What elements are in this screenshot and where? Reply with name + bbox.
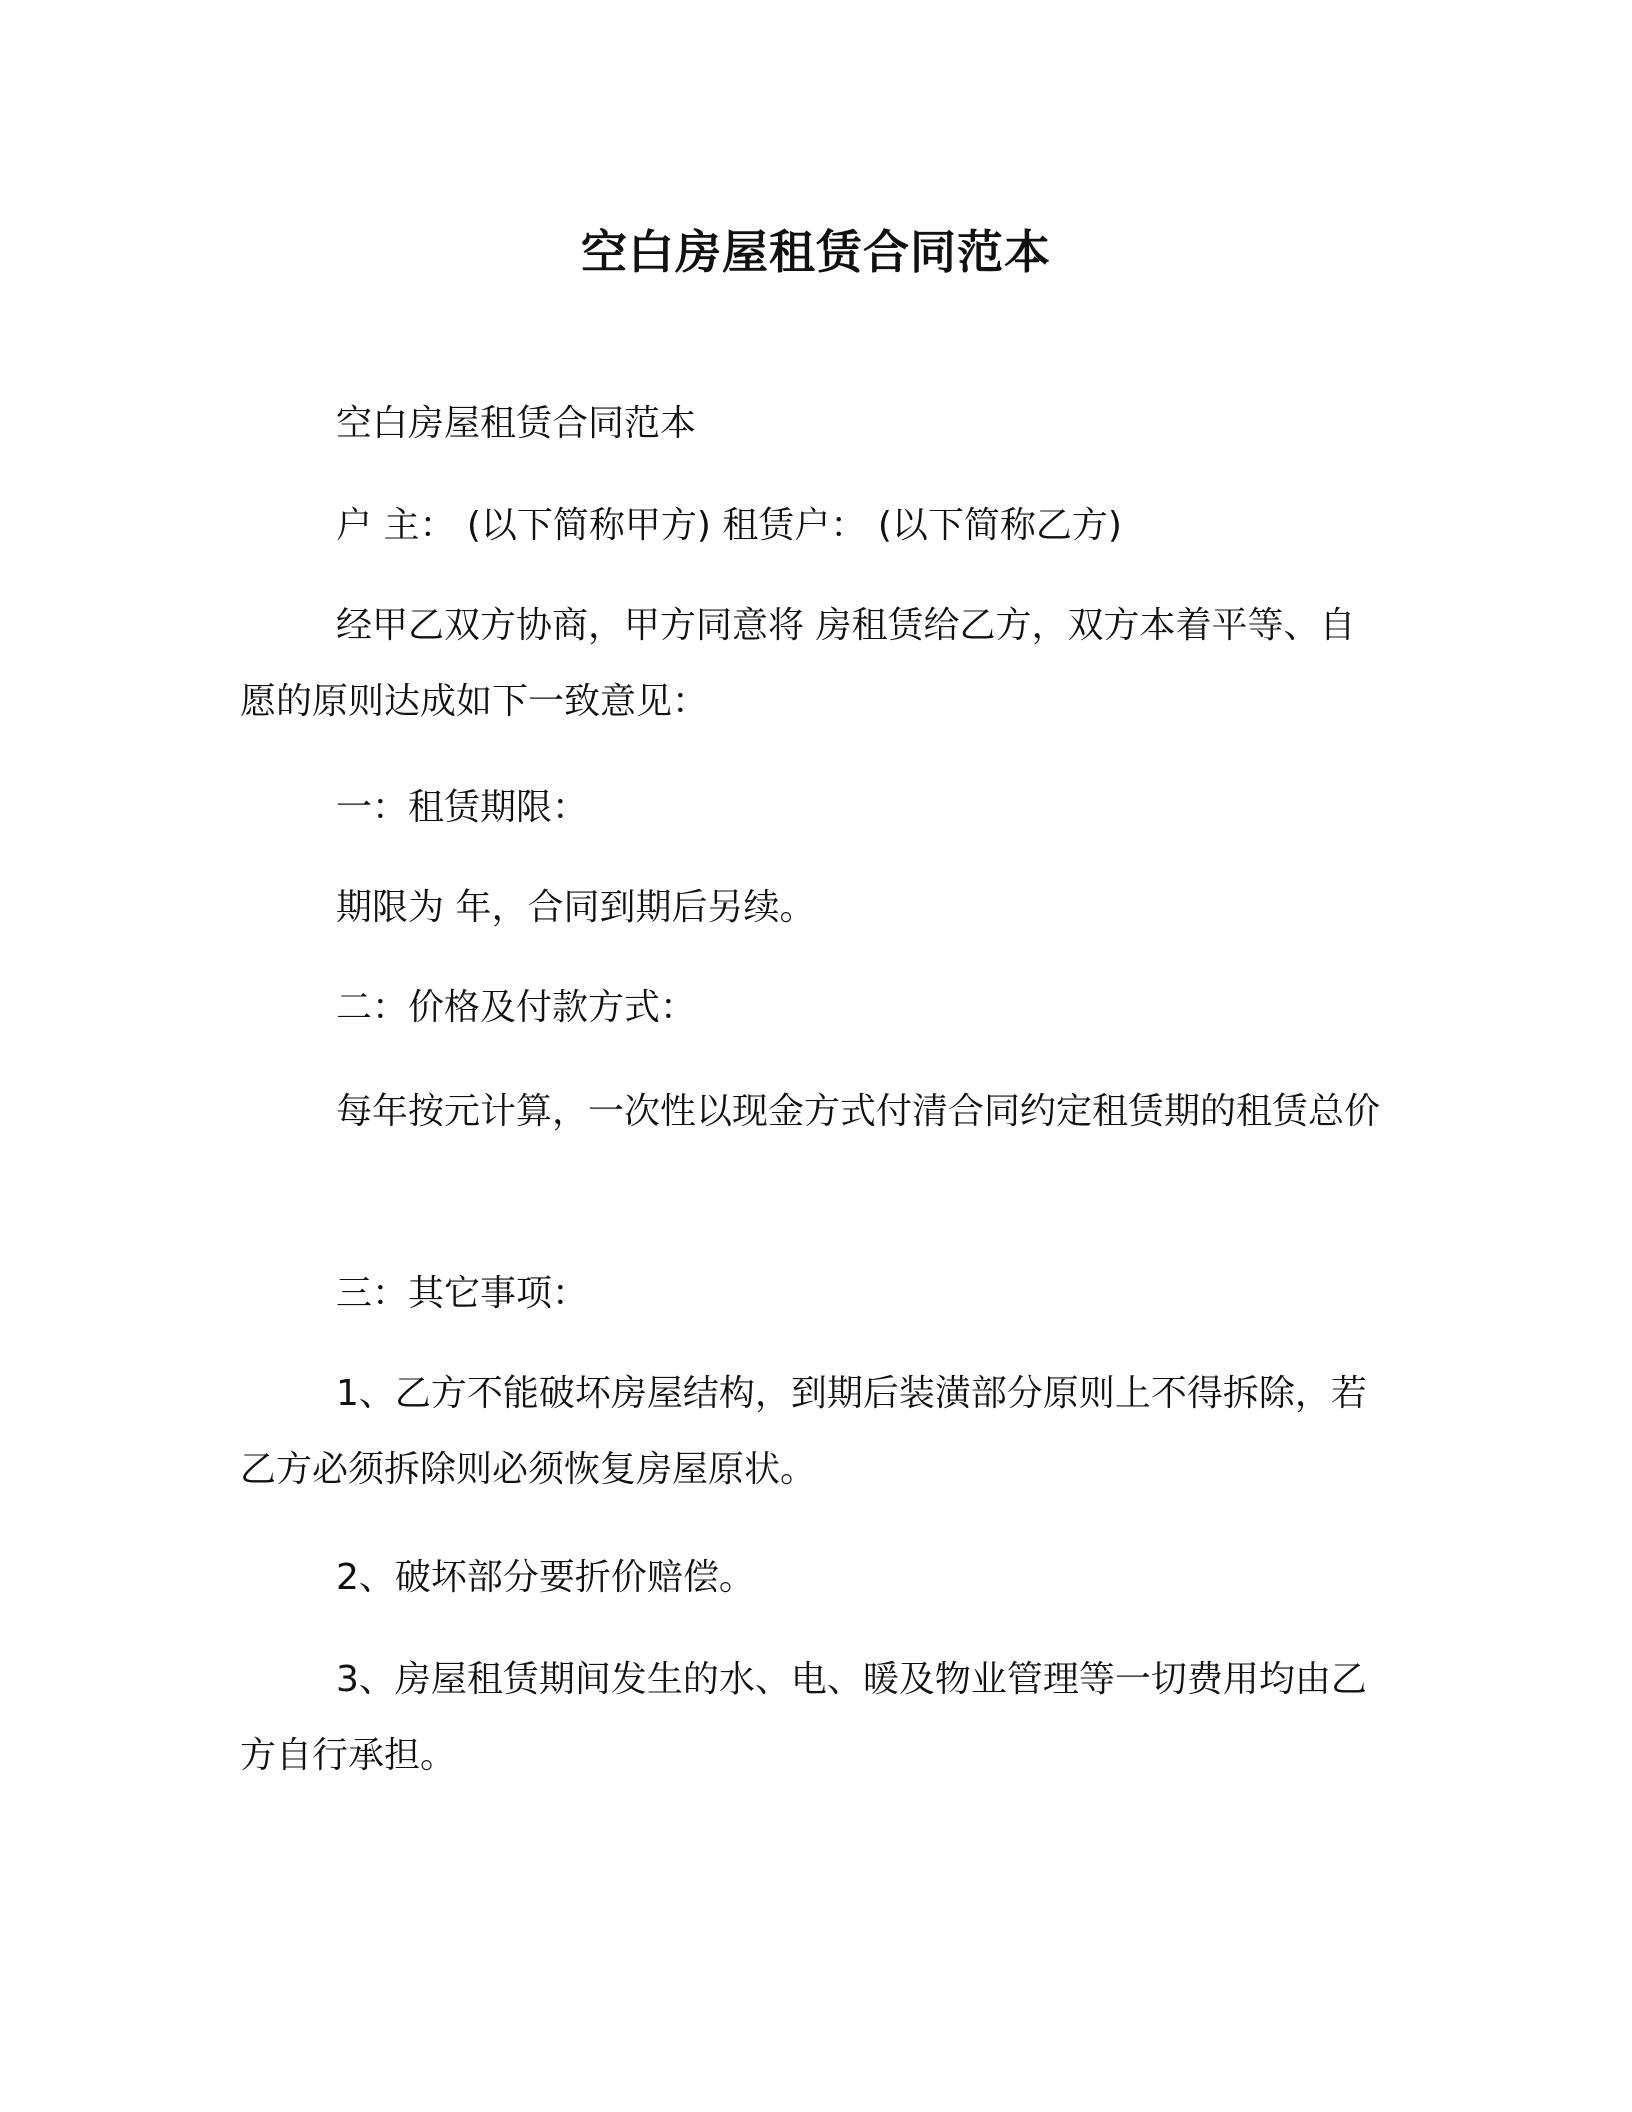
paragraph-parties: 户 主： (以下简称甲方) 租赁户： (以下简称乙方): [336, 505, 1122, 546]
paragraph-subtitle: 空白房屋租赁合同范本: [336, 403, 697, 444]
paragraph-agreement: 经甲乙双方协商，甲方同意将 房租赁给乙方，双方本着平等、自愿的原则达成如下一致意见：: [240, 605, 1356, 722]
section-heading-price-payment: 二：价格及付款方式：: [336, 987, 697, 1028]
paragraph-item-3: 3、房屋租赁期间发生的水、电、暖及物业管理等一切费用均由乙方自行承担。: [240, 1659, 1367, 1776]
document-title: 空白房屋租赁合同范本: [581, 225, 1051, 279]
paragraph-item-2: 2、破坏部分要折价赔偿。: [336, 1557, 755, 1598]
paragraph-item-1: 1、乙方不能破坏房屋结构，到期后装潢部分原则上不得拆除，若乙方必须拆除则必须恢复房屋原状。: [240, 1373, 1367, 1490]
section-heading-lease-term: 一：租赁期限：: [336, 787, 589, 828]
section-heading-other-matters: 三：其它事项：: [336, 1273, 589, 1314]
paragraph-price-payment: 每年按元计算，一次性以现金方式付清合同约定租赁期的租赁总价: [336, 1091, 1381, 1132]
paragraph-lease-term: 期限为 年，合同到期后另续。: [336, 887, 816, 928]
